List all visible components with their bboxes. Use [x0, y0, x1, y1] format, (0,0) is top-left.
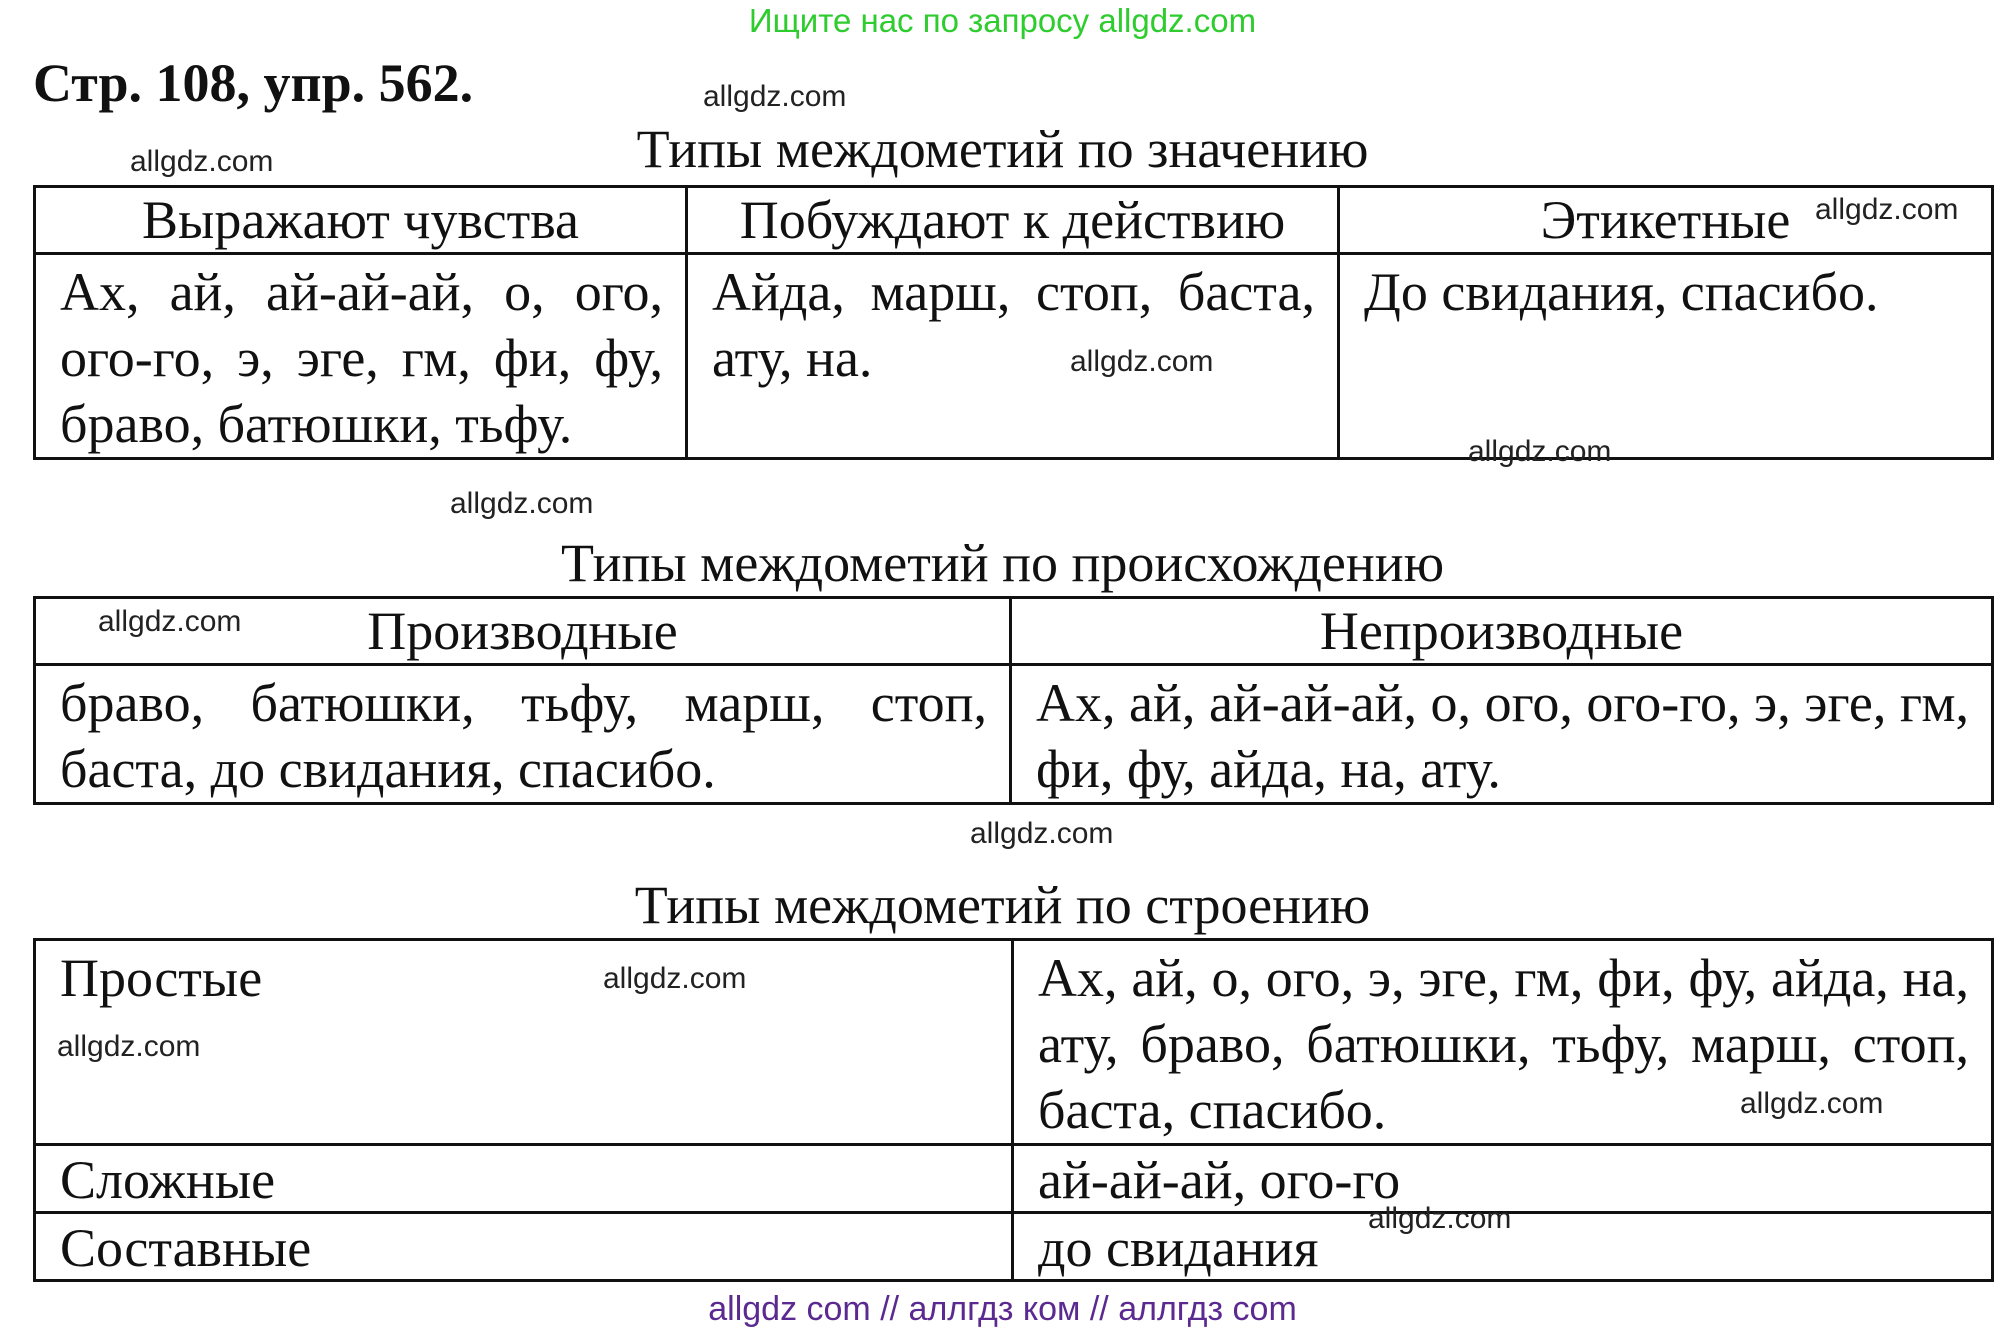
watermark: allgdz.com — [1815, 193, 1959, 226]
watermark: allgdz.com — [450, 487, 594, 520]
watermark: allgdz.com — [1740, 1087, 1884, 1120]
section3-heading: Типы междометий по строению — [634, 875, 1371, 935]
label-simple: Простые — [35, 940, 1013, 1145]
header-nonderived: Непроизводные — [1011, 598, 1993, 665]
cell-derived: браво, батюшки, тьфу, марш, стоп, баста, до свидания, спасибо. — [35, 665, 1011, 804]
footer-links: allgdz com // аллгдз ком // аллгдз com — [708, 1290, 1297, 1328]
header-motivation: Побуждают к действию — [687, 187, 1339, 254]
header-feelings: Выражают чувства — [35, 187, 687, 254]
cell-nonderived: Ах, ай, ай-ай-ай, о, ого, ого-го, э, эге, гм, фи, фу, айда, на, ату. — [1011, 665, 1993, 804]
top-banner: Ищите нас по запросу allgdz.com — [748, 2, 1257, 39]
watermark: allgdz.com — [603, 962, 747, 995]
origin-table — [33, 596, 1994, 805]
watermark: allgdz.com — [57, 1030, 201, 1063]
label-complex: Сложные — [35, 1145, 1013, 1213]
watermark: allgdz.com — [1368, 1202, 1512, 1235]
value-compound: до свидания — [1013, 1213, 1993, 1281]
watermark: allgdz.com — [98, 605, 242, 638]
value-complex: ай-ай-ай, ого-го — [1013, 1145, 1993, 1213]
structure-table — [33, 938, 1994, 1282]
watermark: allgdz.com — [1070, 345, 1214, 378]
cell-motivation: Айда, марш, стоп, баста, ату, на. — [687, 254, 1339, 459]
cell-feelings: Ах, ай, ай-ай-ай, о, ого, ого-го, э, эге, гм, фи, фу, браво, батюшки, тьфу. — [35, 254, 687, 459]
watermark: allgdz.com — [130, 145, 274, 178]
watermark: allgdz.com — [970, 817, 1114, 850]
section2-heading: Типы междометий по происхождению — [560, 533, 1445, 593]
section1-heading: Типы междометий по значению — [636, 119, 1369, 179]
meaning-table — [33, 185, 1994, 460]
watermark: allgdz.com — [1468, 435, 1612, 468]
cell-etiquette: До свидания, спасибо. — [1339, 254, 1993, 459]
watermark: allgdz.com — [703, 80, 847, 113]
header-etiquette: Этикетные — [1339, 187, 1993, 254]
header-derived: Производные — [35, 598, 1011, 665]
label-compound: Составные — [35, 1213, 1013, 1281]
exercise-title: Стр. 108, упр. 562. — [33, 53, 474, 113]
value-simple: Ах, ай, о, ого, э, эге, гм, фи, фу, айда, на, ату, браво, батюшки, тьфу, марш, стоп, баста, спасибо. — [1013, 940, 1993, 1145]
